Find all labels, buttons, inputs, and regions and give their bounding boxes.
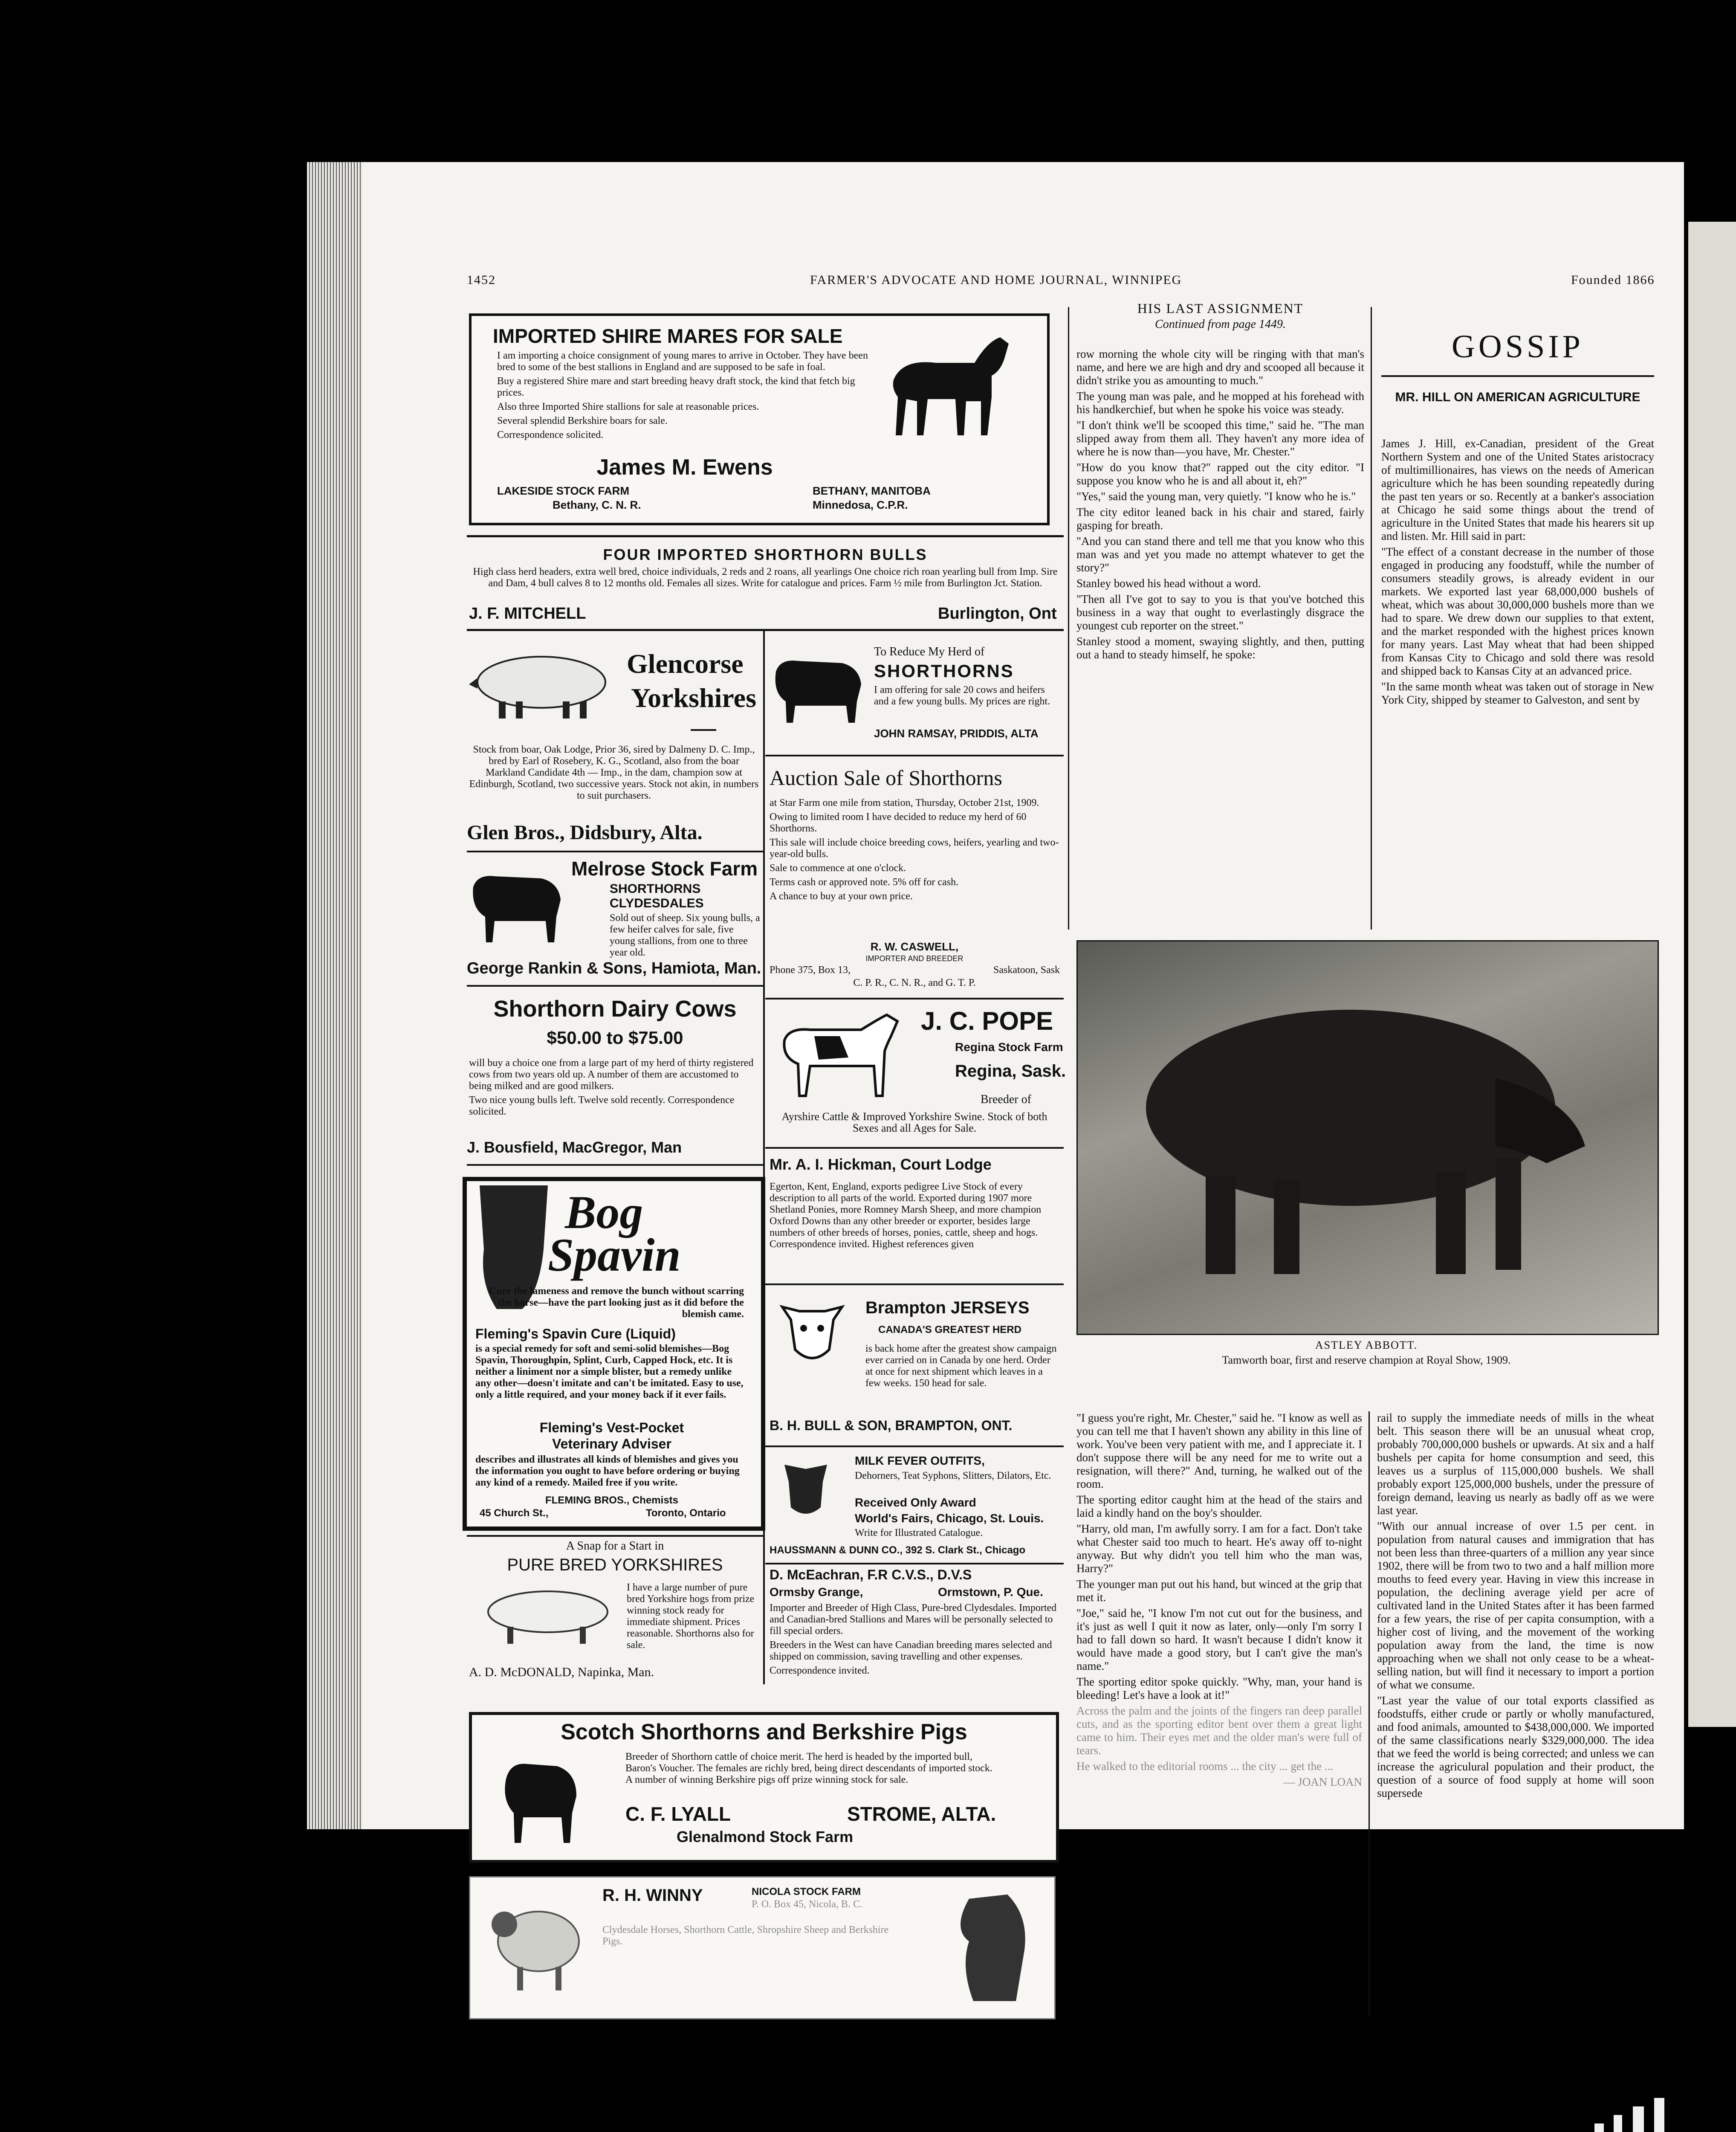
divider [691,729,716,731]
ad-glencorse-subtitle: Yorkshires [631,683,756,713]
gossip-paragraph: James J. Hill, ex-Canadian, president of the Great Northern System and one of the United States aristocracy of multimillionaires, has views on the needs of American agriculture which he has been sounding repeatedly during the past ten years or so. Recently at a banker's association at Chicago he said some things about the trend of agriculture in the United States that made his hearers sit up and listen. Mr. Hill said in part: [1381,437,1654,542]
ad-mcdonald-title: PURE BRED YORKSHIRES [507,1556,723,1574]
ad-paragraph: Buy a registered Shire mare and start breeding heavy draft stock, the kind that fetch big prices. [497,376,855,398]
ad-paragraph: Terms cash or approved note. 5% off for cash. [770,877,959,888]
ad-auction-title: Auction Sale of Shorthorns [770,766,1002,790]
ad-brampton-body: is back home after the greatest show campaign ever carried on in Canada by one herd. Order at once for next shipment which leaves in a few weeks. 150 head for sale. [865,1343,1057,1389]
gossip-column-1 [1381,437,1654,709]
story-column-2 [1076,1411,1362,1791]
photo-caption-detail: Tamworth boar, first and reserve champion at Royal Show, 1909. [1222,1354,1511,1366]
ad-haussmann-award: Received Only Award [855,1496,976,1509]
ad-bog-spavin [463,1177,765,1531]
ad-pope-place: Regina, Sask. [955,1062,1066,1080]
masthead: FARMER'S ADVOCATE AND HOME JOURNAL, WINNIPEG [810,273,1182,287]
ad-melrose-footer: George Rankin & Sons, Hamiota, Man. [467,959,761,977]
ad-mitchell-name: J. F. MITCHELL [469,605,586,623]
ad-winny-body: Clydesdale Horses, Shorthorn Cattle, Shropshire Sheep and Berkshire Pigs. [602,1924,889,1947]
ad-lyall-body: Breeder of Shorthorn cattle of choice merit. The herd is headed by the imported bull, Baron's Voucher. The females are richly bred, being direct descendants of imported stock. A number of winning Berkshire pigs off prize winning stock for sale. [625,1751,992,1785]
ad-dairy-footer: J. Bousfield, MacGregor, Man [467,1138,682,1156]
ad-melrose-title: Melrose Stock Farm [571,857,758,880]
gossip-headline: MR. HILL ON AMERICAN AGRICULTURE [1395,390,1641,404]
ad-lyall-farm: Glenalmond Stock Farm [677,1828,854,1845]
ad-mceachran-title: D. McEachran, F.R C.V.S., D.V.S [770,1567,972,1582]
ad-brampton-title: Brampton JERSEYS [865,1298,1030,1317]
film-mark [1614,2115,1622,2132]
ad-haussmann-write: Write for Illustrated Catalogue. [855,1527,983,1538]
divider [765,1563,1064,1564]
ad-haussmann-body: Dehorners, Teat Syphons, Slitters, Dilators, Etc. [855,1470,1051,1481]
ad-brampton-sub: CANADA'S GREATEST HERD [878,1324,1021,1335]
page-number: 1452 [467,273,496,287]
story-paragraph: "Joe," said he, "I know I'm not cut out for the business, and it's just as well I quit it now as later, only—only I'm sorry I had to fall down so hard. It wasn't because I didn't know it would have made a good story, but I can't give the man's name." [1076,1607,1362,1672]
ad-spavin-adviser-body: describes and illustrates all kinds of blemishes and gives you the information you ought to have before ordering or buying any kind of a remedy. Mailed free if you write. [475,1454,740,1488]
pig-icon [477,1582,618,1646]
story-paragraph: The younger man put out his hand, but winced at the grip that met it. [1076,1578,1362,1604]
photo-caption: ASTLEY ABBOTT. [1315,1339,1418,1351]
divider [765,998,1064,999]
divider [467,851,763,852]
sheep-icon [487,1890,585,1997]
divider [765,1283,1064,1285]
divider [765,1147,1064,1149]
ad-ramsay-body: I am offering for sale 20 cows and heifers and a few young bulls. My prices are right. [874,684,1050,707]
ad-paragraph: Two nice young bulls left. Twelve sold recently. Correspondence solicited. [469,1095,735,1117]
ad-paragraph: Several splendid Berkshire boars for sale. [497,415,668,426]
cow-head-icon [772,1456,848,1520]
ad-paragraph: Also three Imported Shire stallions for sale at reasonable prices. [497,401,759,412]
ad-mcdonald-footer: A. D. McDONALD, Napinka, Man. [469,1665,654,1679]
ad-spavin-adviser: Veterinary Adviser [552,1436,671,1451]
ad-spavin-cure: Cure the lameness and remove the bunch without scarring the horse—have the part looking just as it did before the blemish came. [489,1286,744,1320]
ad-paragraph: Correspondence solicited. [497,429,604,440]
shorthorn-cow-icon [770,646,868,727]
ad-mitchell-place: Burlington, Ont [938,605,1057,623]
story-paragraph: The sporting editor spoke quickly. "Why, man, your hand is bleeding! Let's have a look at it!" [1076,1675,1362,1701]
divider [467,1535,763,1537]
ad-farm: LAKESIDE STOCK FARM [497,484,630,497]
ad-auction-rail: C. P. R., C. N. R., and G. T. P. [853,977,976,988]
gossip-column-2 [1377,1411,1654,1802]
ad-glencorse-footer: Glen Bros., Didsbury, Alta. [467,821,703,844]
ad-mitchell-title: FOUR IMPORTED SHORTHORN BULLS [603,546,928,563]
story-paragraph: The young man was pale, and he mopped at his forehead with his handkerchief, but when he spoke his voice was steady. [1076,390,1364,416]
story-paragraph: Stanley bowed his head without a word. [1076,577,1261,590]
ad-pope-farm: Regina Stock Farm [955,1040,1063,1054]
ad-spavin-company: FLEMING BROS., Chemists [545,1495,679,1506]
ad-paragraph: I am importing a choice consignment of young mares to arrive in October. They have been bred to some of the best stallions in England and are supposed to be safe in foal. [497,350,868,373]
ad-spavin-adviser: Fleming's Vest-Pocket [539,1420,684,1435]
gossip-paragraph: "With our annual increase of over 1.5 per cent. in population from natural causes and immigration that has not been less than three-quarters of a million any year since 1902, there will be from two to two and a half million more mouths to feed every year. Having in view this increase in population, the declining average yield per acre of cultivated land in the United States after it has been farmed for a few years, the rise of per capita consumption, with a higher cost of living, and the movement of the working population away from the land, the time is now approaching when we shall not only cease to be a wheat-selling nation, but will find it necessary to import a portion of what we consume. [1377,1520,1654,1691]
shire-horse-icon [877,324,1017,448]
ad-lyall [469,1712,1059,1863]
ad-pope-breeder: Breeder of [981,1093,1031,1106]
story-paragraph: The sporting editor caught him at the head of the stairs and laid a kindly hand on the boy's shoulder. [1076,1493,1362,1519]
ad-haussmann-footer: HAUSSMANN & DUNN CO., 392 S. Clark St., Chicago [770,1544,1026,1556]
ad-town: BETHANY, MANITOBA [813,484,931,497]
story-paragraph: "I don't think we'll be scooped this time," said he. "The man slipped away from them all. They haven't any more idea of where he is now than—you have, Mr. Chester." [1076,419,1364,458]
ad-glencorse-title: Glencorse [627,649,744,679]
shorthorn-bull-icon [469,861,567,947]
ad-spavin-product: Fleming's Spavin Cure (Liquid) [475,1326,676,1341]
ayrshire-cow-icon [776,1011,904,1100]
ad-mceachran-place: Ormstown, P. Que. [938,1585,1043,1599]
ad-mcdonald-intro: A Snap for a Start in [566,1539,664,1553]
divider [467,985,763,987]
divider [467,629,1064,631]
ad-winny-farm: NICOLA STOCK FARM [752,1886,861,1897]
ad-dairy-price: $50.00 to $75.00 [547,1028,683,1048]
ad-glencorse-body: Stock from boar, Oak Lodge, Prior 36, sired by Dalmeny D. C. Imp., bred by Earl of Rosebery, K. G., Scotland, also from the boar Markland Candidate 4th — Imp., in the dam, champion sow at Edinburgh, Scotland, two successive years. Stock not akin, in numbers to suit purchasers. [469,744,759,801]
ad-dairy-title: Shorthorn Dairy Cows [493,996,737,1022]
story-paragraph: "And you can stand there and tell me that you know who this man was and yet you made no attempt whatever to get the story?" [1076,535,1364,574]
ad-melrose-body: Sold out of sheep. Six young bulls, a few heifer calves for sale, five young stallions, from one to three year old. [610,912,760,958]
ad-advertiser: James M. Ewens [596,455,773,480]
ad-paragraph: will buy a choice one from a large part of my herd of thirty registered cows from two years old up. A number of them are accustomed to being milked and are good milkers. [469,1057,754,1092]
divider [1381,375,1654,377]
story-paragraph: row morning the whole city will be ringing with that man's name, and here we are high and dry and scooped all because it didn't strike you as amounting to much." [1076,348,1364,387]
founded-note: Founded 1866 [1571,273,1655,287]
ad-ramsay-intro: To Reduce My Herd of [874,645,985,658]
story-column-1 [1076,348,1364,664]
boar-photo-icon [1112,980,1602,1287]
divider [765,1445,1064,1447]
ad-body [497,350,881,443]
ad-paragraph: A chance to buy at your own price. [770,891,913,902]
ad-winny-address: P. O. Box 45, Nicola, B. C. [752,1899,863,1910]
ad-rail: Bethany, C. N. R. [553,498,641,511]
ad-lyall-name: C. F. LYALL [625,1803,731,1825]
ad-melrose-sub: CLYDESDALES [610,896,704,910]
ad-haussmann-title: MILK FEVER OUTFITS, [855,1454,985,1467]
gossip-paragraph: rail to supply the immediate needs of mills in the wheat belt. This season there will be an unusual wheat crop, probably 700,000,000 bushels or upwards. At six and a half bushels per capita for home consumption and seed, this leaves us a surplus of 115,000,000 bushels. We shall probably export 125,000,000 bushels, under the pressure of foreign demand, leaving us nearly as badly off as we were last year. [1377,1411,1654,1517]
ad-pope-body: Ayrshire Cattle & Improved Yorkshire Swine. Stock of both Sexes and all Ages for Sale. [781,1110,1047,1134]
story-paragraph: "Harry, old man, I'm awfully sorry. I am for a fact. Don't take what Chester said too much to heart. He's away off to-night anyway. But why didn't you tell him who the man was, Harry?" [1076,1522,1362,1575]
story-signature: — JOAN LOAN [1283,1776,1362,1788]
ad-brampton-footer: B. H. BULL & SON, BRAMPTON, ONT. [770,1418,1013,1433]
ad-auction-name: R. W. CASWELL, [870,940,959,953]
ad-haussmann-fair: World's Fairs, Chicago, St. Louis. [855,1512,1044,1525]
ad-paragraph: at Star Farm one mile from station, Thursday, October 21st, 1909. [770,797,1039,808]
ad-winny-name: R. H. WINNY [602,1886,703,1905]
story-paragraph: Stanley stood a moment, swaying slightly, and then, putting out a hand to steady himself, he spoke: [1076,635,1364,661]
ad-paragraph: Importer and Breeder of High Class, Pure-bred Clydesdales. Imported and Canadian-bred Stallions and Mares will be personally selected to fill special orders. [770,1602,1057,1637]
next-page-sliver [1688,222,1736,1727]
divider [765,755,1064,756]
ad-dairy-body [469,1057,759,1120]
ad-hickman-body: Egerton, Kent, England, exports pedigree Live Stock of every description to all parts of the world. Exported during 1907 more Shetland Ponies, more Romney Marsh Sheep, and more champion Oxford Downs than any other breeder or exporter, besides large numbers of other breeds of horses, ponies, cattle, sheep and hogs. Correspondence invited. Highest references given [770,1181,1042,1250]
ad-mceachran-place: Ormsby Grange, [770,1585,863,1599]
jersey-cow-head-icon [774,1294,851,1367]
ad-pope-title: J. C. POPE [921,1007,1053,1035]
ad-mitchell-body: High class herd headers, extra well bred, choice individuals, 2 reds and 2 roans, all yearlings One choice rich roan yearling bull from Imp. Sire and Dam, 4 bull calves 8 to 12 months old. Females all sizes. Write for catalogue and prices. Farm ½ mile from Burlington Jct. Station. [473,566,1058,589]
ad-mcdonald-body: I have a large number of pure bred Yorkshire hogs from prize winning stock ready for immediate shipment. Prices reasonable. Shorthorns also for sale. [627,1582,755,1651]
horse-head-icon [943,1890,1037,2005]
story-paragraph: "Yes," said the young man, very quietly. "I know who he is." [1076,490,1356,503]
story-paragraph-faded: He walked to the editorial rooms ... the city ... get the ... [1076,1760,1334,1773]
ad-spavin-address: 45 Church St., [480,1507,549,1519]
column-divider [1068,307,1069,930]
divider [467,1164,763,1166]
column-divider [1369,1411,1370,2017]
gossip-title: GOSSIP [1452,329,1584,365]
gossip-paragraph: "In the same month wheat was taken out of storage in New York City, shipped by steamer to Galveston, and sent by [1381,680,1654,706]
ad-spavin-title: Bog [565,1186,643,1238]
ad-paragraph: Sale to commence at one o'clock. [770,863,906,874]
book-page-edges [307,162,362,1829]
ad-auction-role: IMPORTER AND BREEDER [865,954,963,963]
film-mark [1654,2098,1664,2132]
story-paragraph: "How do you know that?" rapped out the city editor. "I suppose you know who he is and all about it, eh?" [1076,461,1364,487]
story-paragraph: "I guess you're right, Mr. Chester," said he. "I know as well as you can tell me that I haven't shown any ability in this line of work. You've been very patient with me, and I appreciate it. I don't suppose there will be any need for me to write out a resignation, will there?" And, turning, he walked out of the room. [1076,1411,1362,1490]
ad-spavin-body: is a special remedy for soft and semi-solid blemishes—Bog Spavin, Thoroughpin, Splint, Curb, Capped Hock, etc. It is neither a liniment nor a simple blister, but a remedy unlike any other—doesn't imitate and can't be imitated. Easy to use, only a little required, and your money back if it ever fails. [475,1343,744,1400]
gossip-paragraph: "Last year the value of our total exports classified as foodstuffs, either crude or partly or wholly manufactured, and food animals, amounted to $438,000,000. We imported of the same classifications nearly $329,000,000. The idea that we feed the world is being corrected; and unless we can increase the agriculural population and their product, the question of a source of food supply at home will soon supersede [1377,1694,1655,1799]
film-mark [1633,2106,1644,2132]
ad-paragraph: This sale will include choice breeding cows, heifers, yearling and two-year-old bulls. [770,837,1059,860]
ad-auction-phone: Phone 375, Box 13, [770,965,851,976]
story-paragraph: Across the palm and the joints of the fingers ran deep parallel cuts, and as the sporting editor bent over them a great light came to him. Their eyes met and the older man's were full of tears. [1076,1704,1362,1757]
story-paragraph: "Then all I've got to say to you is that you've botched this business in a way that ought to everlastingly disgrace the youngest cub reporter on the street." [1076,593,1364,632]
shorthorn-bull-icon [498,1753,583,1847]
ad-spavin-city: Toronto, Ontario [646,1507,726,1519]
photo-tamworth-boar [1076,940,1659,1335]
story-title: HIS LAST ASSIGNMENT [1137,301,1304,316]
story-paragraph: The city editor leaned back in his chair and stared, fairly gasping for breath. [1076,506,1364,532]
ad-mceachran-body [770,1602,1059,1679]
ad-ramsay-title: SHORTHORNS [874,661,1014,681]
ad-paragraph: Breeders in the West can have Canadian breeding mares selected and shipped on commission, saving travelling and other expenses. [770,1640,1052,1662]
ad-paragraph: Correspondence invited. [770,1665,870,1676]
column-divider [1371,307,1372,930]
story-continued: Continued from page 1449. [1155,318,1286,331]
ad-lyall-title: Scotch Shorthorns and Berkshire Pigs [561,1720,967,1744]
ad-auction-body [770,797,1059,905]
divider [467,535,1064,537]
film-mark [1594,2123,1604,2132]
ad-hickman-title: Mr. A. I. Hickman, Court Lodge [770,1156,992,1173]
ad-melrose-sub: SHORTHORNS [610,882,701,896]
ad-lyall-place: STROME, ALTA. [847,1803,996,1825]
ad-spavin-subtitle: Spavin [548,1229,681,1281]
ad-rail: Minnedosa, C.P.R. [813,498,908,511]
yorkshire-pig-icon [469,648,614,721]
ad-title: IMPORTED SHIRE MARES FOR SALE [493,325,843,347]
ad-auction-place: Saskatoon, Sask [993,965,1060,976]
gossip-paragraph: "The effect of a constant decrease in the number of those engaged in producing any foodstuff, while the number of consumers steadily grows, is already evident in our markets. We exported last year 68,000,000 bushels of wheat, which was about 30,000,000 bushels more than we had to spare. We drew down our supplies to that extent, and the market responded with the highest prices known for many years. Last May wheat that had been shipped from Kansas City to Chicago and sold there was resold and shipped back to Kansas City at an advanced price. [1381,545,1654,677]
ad-ramsay-footer: JOHN RAMSAY, PRIDDIS, ALTA [874,727,1039,740]
ad-shire-mares [469,313,1050,525]
ad-winny [469,1876,1056,2019]
ad-paragraph: Owing to limited room I have decided to reduce my herd of 60 Shorthorns. [770,811,1027,834]
